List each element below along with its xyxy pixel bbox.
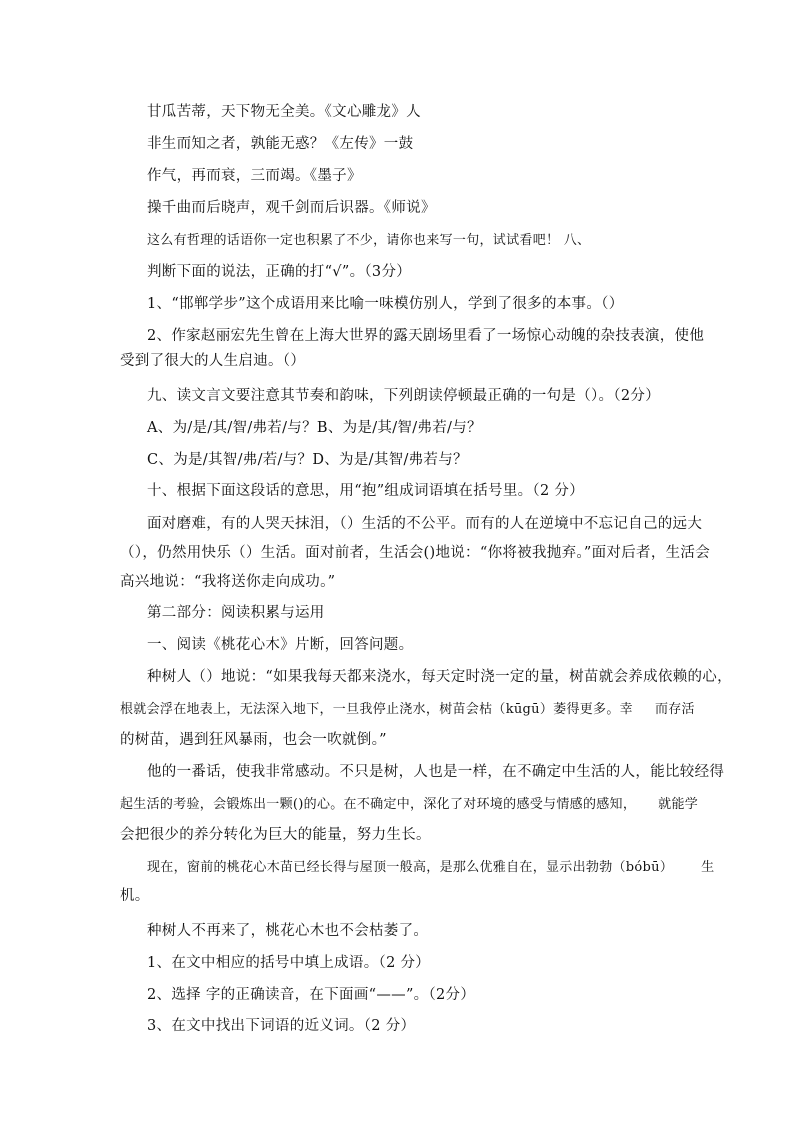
quote-line-2: 非生而知之者，孰能无惑？《左传》一鼓 — [147, 136, 414, 152]
quote-line-3: 作气，再而衰，三而竭。《墨子》 — [147, 168, 362, 184]
passage-line-1: 种树人（）地说：“如果我每天都来浇水，每天定时浇一定的量，树苗就会养成依赖的心， — [147, 669, 732, 685]
question-10-text-1: 面对磨难，有的人哭天抹泪，（）生活的不公平。而有的人在逆境中不忘记自己的远大 — [147, 516, 703, 532]
quote-line-4: 操千曲而后晓声，观千剑而后识器。《师说》 — [147, 200, 436, 216]
passage-line-5a: 起生活的考验，会锻炼出一颗()的心。在不确定中，深化了对环境的感受与情感的感知， — [120, 797, 637, 812]
passage-line-5b: 就能学 — [658, 797, 699, 812]
question-10-heading: 十、根据下面这段话的意思，用“抱”组成词语填在括号里。（2 分） — [147, 483, 585, 499]
sub-question-1: 1、在文中相应的括号中填上成语。（2 分） — [147, 955, 431, 971]
prompt-line: 这么有哲理的话语你一定也积累了不少，请你也来写一句，试试看吧！ 八、 — [147, 233, 591, 248]
passage-line-2b: 而存活 — [654, 702, 695, 717]
passage-line-2a: 根就会浮在地表上，无法深入地下，一旦我停止浇水，树苗会枯（kūgū）萎得更多。幸 — [120, 702, 633, 717]
passage-line-4: 他的一番话，使我非常感动。不只是树，人也是一样，在不确定中生活的人，能比较经得 — [147, 764, 725, 780]
passage-line-3: 的树苗，遇到狂风暴雨，也会一吹就倒。” — [120, 732, 387, 748]
passage-line-7 — [147, 858, 714, 878]
question-8-item-2: 2、作家赵丽宏先生曾在上海大世界的露天剧场里看了一场惊心动魄的杂技表演，使他 — [147, 328, 705, 344]
passage-line-5 — [120, 795, 698, 815]
passage-line-7b: 生 — [701, 860, 715, 875]
sub-question-3: 3、在文中找出下词语的近义词。（2 分） — [147, 1018, 416, 1034]
quote-line-1: 甘瓜苦蒂，天下物无全美。《文心雕龙》人 — [147, 104, 421, 120]
question-10-text-2: （），仍然用快乐（）生活。面对前者，生活会()地说：“你将被我抛弃。”面对后者，生活会 — [120, 545, 711, 561]
passage-line-9: 种树人不再来了，桃花心木也不会枯萎了。 — [147, 923, 429, 939]
question-9-options-ab: A、为/是/其/智/弗若/与？B、为是/其/智/弗若/与？ — [147, 420, 482, 436]
question-8-item-1: 1、“邯郸学步”这个成语用来比喻一味模仿别人，学到了很多的本事。（） — [147, 296, 624, 312]
question-9-heading: 九、读文言文要注意其节奏和韵味，下列朗读停顿最正确的一句是（）。（2分） — [147, 388, 661, 404]
part-2-heading: 第二部分：阅读积累与运用 — [147, 605, 325, 621]
sub-question-2: 2、选择 字的正确读音，在下面画“——”。（2分） — [147, 987, 476, 1003]
passage-line-7a: 现在，窗前的桃花心木苗已经长得与屋顶一般高，是那么优雅自在，显示出勃勃（bóbū） — [147, 860, 674, 875]
question-8-item-2-cont: 受到了很大的人生启迪。（） — [120, 353, 306, 369]
question-10-text-3: 高兴地说：“我将送你走向成功。” — [120, 574, 336, 590]
question-9-options-cd: C、为是/其智/弗/若/与？D、为是/其智/弗若与？ — [147, 452, 468, 468]
passage-line-2 — [120, 700, 695, 720]
reading-1-heading: 一、阅读《桃花心木》片断，回答问题。 — [147, 637, 414, 653]
question-8-heading: 判断下面的说法，正确的打“√”。（3分） — [147, 264, 412, 280]
passage-line-8: 机。 — [120, 888, 150, 904]
passage-line-6: 会把很少的养分转化为巨大的能量，努力生长。 — [120, 827, 431, 843]
